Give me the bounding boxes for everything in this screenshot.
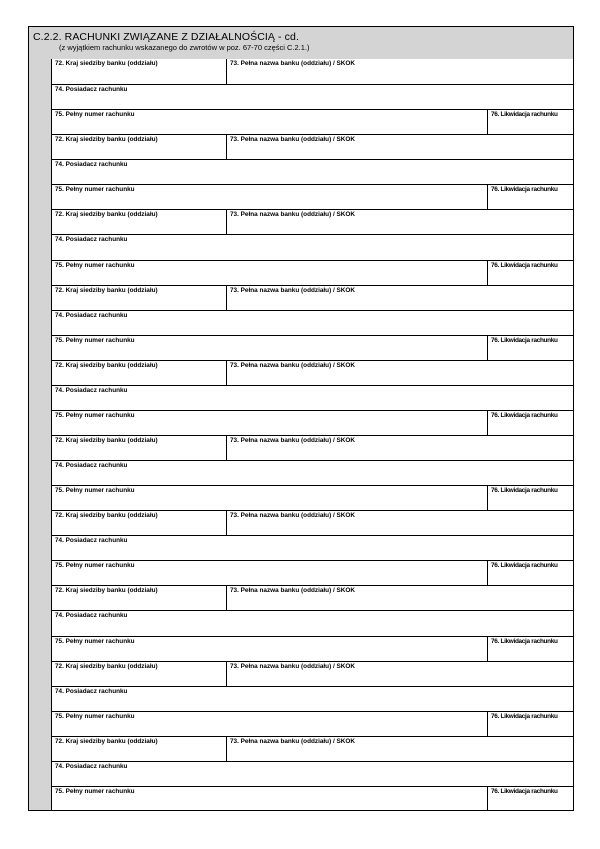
account-number-label: 75. Pełny numer rachunku	[55, 487, 135, 495]
account-closure-field[interactable]	[487, 335, 574, 360]
holder-row	[51, 385, 574, 410]
account-number-field[interactable]	[51, 109, 487, 134]
number-row	[51, 711, 574, 736]
bank-country-label: 72. Kraj siedziby banku (oddziału)	[55, 587, 158, 595]
account-number-field[interactable]	[51, 335, 487, 360]
bank-name-field[interactable]	[226, 134, 574, 159]
account-number-field[interactable]	[51, 184, 487, 209]
bank-row	[51, 510, 574, 535]
bank-country-field[interactable]	[51, 661, 226, 686]
bank-name-field[interactable]	[226, 285, 574, 310]
account-closure-label: 76. Likwidacja rachunku	[491, 637, 558, 645]
account-closure-label: 76. Likwidacja rachunku	[491, 336, 558, 344]
bank-name-label: 73. Pełna nazwa banku (oddziału) / SKOK	[230, 361, 355, 369]
account-holder-field[interactable]	[51, 234, 574, 259]
bank-country-field[interactable]	[51, 209, 226, 234]
bank-country-label: 72. Kraj siedziby banku (oddziału)	[55, 286, 158, 294]
account-holder-label: 74. Posiadacz rachunku	[55, 386, 128, 394]
bank-name-label: 73. Pełna nazwa banku (oddziału) / SKOK	[230, 60, 355, 67]
bank-name-label: 73. Pełna nazwa banku (oddziału) / SKOK	[230, 737, 355, 745]
bank-accounts-form-section	[28, 26, 574, 811]
account-number-field[interactable]	[51, 636, 487, 661]
bank-country-label: 72. Kraj siedziby banku (oddziału)	[55, 512, 158, 520]
account-closure-label: 76. Likwidacja rachunku	[491, 411, 558, 419]
bank-name-field[interactable]	[226, 510, 574, 535]
bank-name-label: 73. Pełna nazwa banku (oddziału) / SKOK	[230, 436, 355, 444]
number-row	[51, 109, 574, 134]
bank-row	[51, 134, 574, 159]
account-holder-label: 74. Posiadacz rachunku	[55, 612, 128, 620]
account-holder-label: 74. Posiadacz rachunku	[55, 462, 128, 470]
number-row	[51, 184, 574, 209]
account-number-label: 75. Pełny numer rachunku	[55, 411, 135, 419]
number-row	[51, 485, 574, 510]
account-number-field[interactable]	[51, 711, 487, 736]
account-holder-label: 74. Posiadacz rachunku	[55, 537, 128, 545]
account-closure-field[interactable]	[487, 560, 574, 585]
account-holder-field[interactable]	[51, 84, 574, 109]
bank-name-label: 73. Pełna nazwa banku (oddziału) / SKOK	[230, 211, 355, 219]
bank-name-field[interactable]	[226, 209, 574, 234]
account-number-label: 75. Pełny numer rachunku	[55, 111, 135, 119]
account-holder-field[interactable]	[51, 686, 574, 711]
account-block	[51, 736, 574, 811]
bank-country-label: 72. Kraj siedziby banku (oddziału)	[55, 662, 158, 670]
account-number-label: 75. Pełny numer rachunku	[55, 787, 135, 795]
account-holder-label: 74. Posiadacz rachunku	[55, 86, 128, 94]
account-closure-field[interactable]	[487, 109, 574, 134]
holder-row	[51, 84, 574, 109]
account-number-label: 75. Pełny numer rachunku	[55, 637, 135, 645]
account-holder-label: 74. Posiadacz rachunku	[55, 161, 128, 169]
account-blocks	[51, 59, 574, 811]
account-closure-label: 76. Likwidacja rachunku	[491, 261, 558, 269]
account-closure-field[interactable]	[487, 410, 574, 435]
bank-name-field[interactable]	[226, 435, 574, 460]
account-number-label: 75. Pełny numer rachunku	[55, 186, 135, 194]
bank-row	[51, 585, 574, 610]
bank-name-field[interactable]	[226, 585, 574, 610]
holder-row	[51, 234, 574, 259]
account-holder-field[interactable]	[51, 460, 574, 485]
account-closure-label: 76. Likwidacja rachunku	[491, 562, 558, 570]
account-block	[51, 435, 574, 510]
account-block	[51, 134, 574, 209]
number-row	[51, 260, 574, 285]
bank-row	[51, 435, 574, 460]
account-holder-field[interactable]	[51, 159, 574, 184]
number-row	[51, 410, 574, 435]
account-block	[51, 510, 574, 585]
bank-country-label: 72. Kraj siedziby banku (oddziału)	[55, 136, 158, 144]
bank-name-label: 73. Pełna nazwa banku (oddziału) / SKOK	[230, 512, 355, 520]
holder-row	[51, 610, 574, 635]
account-closure-field[interactable]	[487, 485, 574, 510]
account-holder-label: 74. Posiadacz rachunku	[55, 762, 128, 770]
number-row	[51, 335, 574, 360]
bank-name-field[interactable]	[226, 736, 574, 761]
account-number-field[interactable]	[51, 410, 487, 435]
bank-country-field[interactable]	[51, 585, 226, 610]
bank-country-field[interactable]	[51, 59, 226, 84]
bank-country-field[interactable]	[51, 510, 226, 535]
bank-country-field[interactable]	[51, 360, 226, 385]
bank-name-field[interactable]	[226, 661, 574, 686]
bank-country-field[interactable]	[51, 134, 226, 159]
account-holder-field[interactable]	[51, 535, 574, 560]
account-closure-field[interactable]	[487, 786, 574, 811]
holder-row	[51, 686, 574, 711]
account-closure-label: 76. Likwidacja rachunku	[491, 787, 558, 795]
account-holder-label: 74. Posiadacz rachunku	[55, 687, 128, 695]
account-closure-label: 76. Likwidacja rachunku	[491, 487, 558, 495]
bank-country-label: 72. Kraj siedziby banku (oddziału)	[55, 436, 158, 444]
account-number-field[interactable]	[51, 786, 487, 811]
bank-name-field[interactable]	[226, 59, 574, 84]
account-block	[51, 585, 574, 660]
bank-country-label: 72. Kraj siedziby banku (oddziału)	[55, 737, 158, 745]
account-block	[51, 209, 574, 284]
bank-name-label: 73. Pełna nazwa banku (oddziału) / SKOK	[230, 136, 355, 144]
bank-country-field[interactable]	[51, 285, 226, 310]
bank-row	[51, 285, 574, 310]
holder-row	[51, 460, 574, 485]
bank-name-field[interactable]	[226, 360, 574, 385]
account-holder-field[interactable]	[51, 610, 574, 635]
holder-row	[51, 159, 574, 184]
bank-country-label: 72. Kraj siedziby banku (oddziału)	[55, 60, 158, 67]
holder-row	[51, 761, 574, 786]
holder-row	[51, 310, 574, 335]
account-closure-label: 76. Likwidacja rachunku	[491, 712, 558, 720]
bank-name-label: 73. Pełna nazwa banku (oddziału) / SKOK	[230, 662, 355, 670]
number-row	[51, 636, 574, 661]
number-row	[51, 786, 574, 811]
bank-row	[51, 59, 574, 84]
section-subtitle: (z wyjątkiem rachunku wskazanego do zwrotów w poz. 67-70 części C.2.1.)	[59, 43, 310, 52]
bank-row	[51, 736, 574, 761]
account-holder-field[interactable]	[51, 310, 574, 335]
holder-row	[51, 535, 574, 560]
account-closure-field[interactable]	[487, 260, 574, 285]
account-number-label: 75. Pełny numer rachunku	[55, 336, 135, 344]
account-number-field[interactable]	[51, 560, 487, 585]
bank-row	[51, 360, 574, 385]
account-holder-label: 74. Posiadacz rachunku	[55, 236, 128, 244]
bank-row	[51, 209, 574, 234]
account-block	[51, 59, 574, 134]
account-block	[51, 360, 574, 435]
bank-country-label: 72. Kraj siedziby banku (oddziału)	[55, 361, 158, 369]
account-block	[51, 661, 574, 736]
account-holder-label: 74. Posiadacz rachunku	[55, 311, 128, 319]
account-closure-field[interactable]	[487, 636, 574, 661]
bank-country-label: 72. Kraj siedziby banku (oddziału)	[55, 211, 158, 219]
account-closure-label: 76. Likwidacja rachunku	[491, 111, 558, 119]
account-holder-field[interactable]	[51, 761, 574, 786]
bank-country-field[interactable]	[51, 435, 226, 460]
account-number-field[interactable]	[51, 485, 487, 510]
account-block	[51, 285, 574, 360]
bank-row	[51, 661, 574, 686]
section-title: C.2.2. RACHUNKI ZWIĄZANE Z DZIAŁALNOŚCIĄ - cd.	[33, 31, 299, 43]
account-closure-label: 76. Likwidacja rachunku	[491, 186, 558, 194]
bank-name-label: 73. Pełna nazwa banku (oddziału) / SKOK	[230, 587, 355, 595]
bank-country-field[interactable]	[51, 736, 226, 761]
section-header	[33, 31, 569, 61]
bank-name-label: 73. Pełna nazwa banku (oddziału) / SKOK	[230, 286, 355, 294]
account-number-label: 75. Pełny numer rachunku	[55, 562, 135, 570]
number-row	[51, 560, 574, 585]
account-holder-field[interactable]	[51, 385, 574, 410]
account-number-field[interactable]	[51, 260, 487, 285]
account-closure-field[interactable]	[487, 184, 574, 209]
account-number-label: 75. Pełny numer rachunku	[55, 712, 135, 720]
account-number-label: 75. Pełny numer rachunku	[55, 261, 135, 269]
account-closure-field[interactable]	[487, 711, 574, 736]
